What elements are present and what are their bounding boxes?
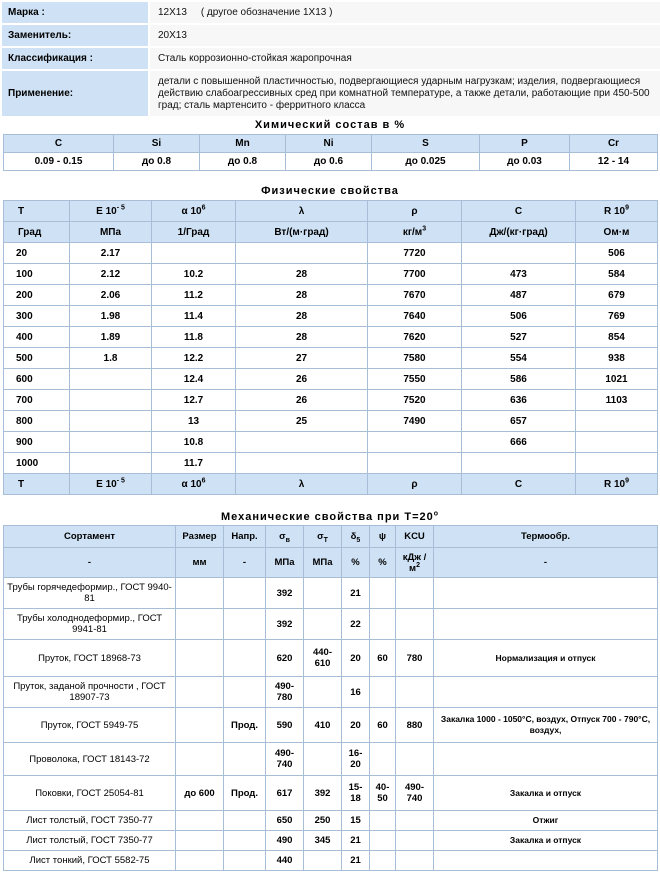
mech-u-sv: МПа	[266, 548, 304, 578]
mech-title: Механические свойства при $Т=20^о$	[220, 510, 440, 523]
chem-value-cell: до 0.03	[480, 153, 570, 171]
mech-cell-psi	[370, 851, 396, 871]
phys-cell: 938	[576, 348, 658, 369]
phys-cell: 2.17	[70, 243, 152, 264]
phys-row	[4, 432, 658, 453]
mech-cell-d: 21	[342, 851, 370, 871]
phys-cell: 1000	[4, 453, 70, 474]
mech-cell-kcu	[396, 811, 434, 831]
mech-cell-napr: Прод.	[224, 776, 266, 811]
mech-cell-st: 392	[304, 776, 342, 811]
mech-cell-d: 16-20	[342, 743, 370, 776]
mech-h-kcu: KCU	[396, 526, 434, 548]
phys-cell: 1021	[576, 369, 658, 390]
phys-cell	[368, 453, 462, 474]
mech-cell-size	[176, 708, 224, 743]
mech-u-kcu: кДж / $м^2$	[396, 548, 434, 578]
phys-cell: 769	[576, 306, 658, 327]
chem-header-cell: S	[372, 135, 480, 153]
phys-cell: 10.8	[152, 432, 236, 453]
mech-cell-kcu	[396, 743, 434, 776]
primenenie-value: детали с повышенной пластичностью, подвергающиеся ударным нагрузкам; изделия, подвергающиеся действию слабоагрессивных сред при комнатной температуре, а также детали, работающие при 450-500 град; сталь мартенсито - ферритного класса	[149, 70, 660, 117]
phys-cell: 2.12	[70, 264, 152, 285]
mech-units-row	[4, 548, 658, 578]
phys-cell: 100	[4, 264, 70, 285]
phys-cell: 854	[576, 327, 658, 348]
mech-cell-napr	[224, 851, 266, 871]
mech-cell-sv: 490	[266, 831, 304, 851]
mech-cell-psi	[370, 578, 396, 609]
mech-cell-st: 250	[304, 811, 342, 831]
mech-row	[4, 743, 658, 776]
mech-table	[3, 525, 658, 871]
mech-u-napr: -	[224, 548, 266, 578]
phys-cell: 7490	[368, 411, 462, 432]
mech-cell-term: Закалка 1000 - 1050°C, воздух, Отпуск 700 - 790°C, воздух,	[434, 708, 658, 743]
phys-cell: 12.4	[152, 369, 236, 390]
phys-cell: 7640	[368, 306, 462, 327]
mech-u-st: МПа	[304, 548, 342, 578]
phys-u-t: Град	[4, 222, 70, 243]
phys-cell	[70, 390, 152, 411]
phys-cell	[236, 432, 368, 453]
mech-cell-sort: Трубы холоднодеформир., ГОСТ 9941-81	[4, 609, 176, 640]
mech-cell-st	[304, 743, 342, 776]
phys-row	[4, 243, 658, 264]
mech-row	[4, 578, 658, 609]
phys-cell: 473	[462, 264, 576, 285]
phys-cell: 11.2	[152, 285, 236, 306]
phys-cell: 10.2	[152, 264, 236, 285]
mech-cell-size	[176, 811, 224, 831]
phys-row	[4, 264, 658, 285]
chem-header-cell: C	[4, 135, 114, 153]
mech-cell-size	[176, 677, 224, 708]
phys-units-row	[4, 222, 658, 243]
phys-cell: 636	[462, 390, 576, 411]
phys-row	[4, 348, 658, 369]
phys-cell: 11.4	[152, 306, 236, 327]
chem-title: Химический состав в %	[254, 119, 406, 131]
mech-cell-sv: 392	[266, 609, 304, 640]
mech-cell-psi	[370, 743, 396, 776]
mech-h-psi: ψ	[370, 526, 396, 548]
mech-cell-psi	[370, 677, 396, 708]
phys-u-e: МПа	[70, 222, 152, 243]
phys-cell: 506	[462, 306, 576, 327]
chem-header-cell: P	[480, 135, 570, 153]
mech-u-d: %	[342, 548, 370, 578]
phys-cell: 1103	[576, 390, 658, 411]
phys-cell: 500	[4, 348, 70, 369]
mech-cell-d: 15	[342, 811, 370, 831]
mech-cell-st	[304, 578, 342, 609]
mech-u-psi: %	[370, 548, 396, 578]
phys-u-rho: $кг/м^3$	[368, 222, 462, 243]
phys-h-rho: ρ	[368, 201, 462, 222]
mech-cell-sv: 620	[266, 640, 304, 677]
mech-row	[4, 851, 658, 871]
mech-cell-sv: 392	[266, 578, 304, 609]
phys-row	[4, 369, 658, 390]
mech-cell-d: 20	[342, 708, 370, 743]
mech-cell-kcu: 780	[396, 640, 434, 677]
phys-cell: 2.06	[70, 285, 152, 306]
mech-cell-sv: 490-780	[266, 677, 304, 708]
mech-cell-sort: Трубы горячедеформир., ГОСТ 9940-81	[4, 578, 176, 609]
phys-cell	[462, 453, 576, 474]
phys-cell: 11.8	[152, 327, 236, 348]
phys-cell: 7580	[368, 348, 462, 369]
mech-cell-napr	[224, 578, 266, 609]
mech-cell-napr: Прод.	[224, 708, 266, 743]
mech-cell-sv: 617	[266, 776, 304, 811]
mech-cell-psi	[370, 811, 396, 831]
mech-cell-size	[176, 831, 224, 851]
mech-cell-sort: Лист толстый, ГОСТ 7350-77	[4, 811, 176, 831]
phys-header-row	[4, 201, 658, 222]
mech-cell-st: 410	[304, 708, 342, 743]
phys-cell: 26	[236, 390, 368, 411]
phys-cell: 26	[236, 369, 368, 390]
mech-cell-napr	[224, 640, 266, 677]
phys-f-rho: ρ	[368, 474, 462, 495]
phys-h-alpha: α $10^6$	[152, 201, 236, 222]
mech-cell-term	[434, 743, 658, 776]
mech-cell-size	[176, 743, 224, 776]
chem-header-cell: Si	[114, 135, 200, 153]
mech-cell-napr	[224, 831, 266, 851]
phys-cell: 28	[236, 327, 368, 348]
phys-cell: 13	[152, 411, 236, 432]
mech-row	[4, 776, 658, 811]
mech-cell-st	[304, 609, 342, 640]
mech-cell-sort: Лист тонкий, ГОСТ 5582-75	[4, 851, 176, 871]
phys-cell	[576, 453, 658, 474]
phys-cell: 1.8	[70, 348, 152, 369]
phys-cell	[70, 411, 152, 432]
phys-cell: 12.7	[152, 390, 236, 411]
mech-row	[4, 640, 658, 677]
phys-f-c: C	[462, 474, 576, 495]
info-row-marka	[1, 1, 660, 24]
mech-cell-psi: 60	[370, 708, 396, 743]
mech-cell-d: 20	[342, 640, 370, 677]
phys-cell	[368, 432, 462, 453]
mech-cell-kcu: 880	[396, 708, 434, 743]
primenenie-label: Применение:	[1, 70, 149, 117]
mech-cell-napr	[224, 677, 266, 708]
phys-cell: 7700	[368, 264, 462, 285]
marka-value-cell	[149, 1, 660, 24]
mech-cell-psi	[370, 831, 396, 851]
phys-cell: 900	[4, 432, 70, 453]
mech-h-sort: Сортамент	[4, 526, 176, 548]
phys-footer-row	[4, 474, 658, 495]
klass-label: Классификация :	[1, 47, 149, 70]
mech-cell-term	[434, 578, 658, 609]
steel-info-table	[0, 0, 660, 118]
chem-header-cell: Mn	[200, 135, 286, 153]
mech-cell-sort: Пруток, заданой прочности , ГОСТ 18907-73	[4, 677, 176, 708]
zamenitel-label: Заменитель:	[1, 24, 149, 47]
mech-row	[4, 708, 658, 743]
mech-cell-kcu	[396, 609, 434, 640]
marka-alt: ( другое обозначение 1Х13 )	[200, 7, 333, 18]
phys-u-lambda: Вт/(м·град)	[236, 222, 368, 243]
chem-value-cell: 12 - 14	[570, 153, 658, 171]
phys-cell: 27	[236, 348, 368, 369]
phys-cell	[462, 243, 576, 264]
mech-cell-psi: 40-50	[370, 776, 396, 811]
mech-cell-d: 21	[342, 578, 370, 609]
mech-cell-term	[434, 851, 658, 871]
mech-cell-kcu	[396, 677, 434, 708]
phys-cell: 700	[4, 390, 70, 411]
phys-h-t: T	[4, 201, 70, 222]
phys-f-alpha: α $10^6$	[152, 474, 236, 495]
phys-cell: 200	[4, 285, 70, 306]
mech-cell-sort: Поковки, ГОСТ 25054-81	[4, 776, 176, 811]
phys-cell: 657	[462, 411, 576, 432]
mech-cell-sv: 590	[266, 708, 304, 743]
phys-cell	[236, 453, 368, 474]
mech-cell-kcu	[396, 851, 434, 871]
mech-h-napr: Напр.	[224, 526, 266, 548]
mech-cell-kcu	[396, 578, 434, 609]
phys-cell: 28	[236, 264, 368, 285]
phys-f-r: R $10^9$	[576, 474, 658, 495]
mech-cell-st	[304, 851, 342, 871]
mech-cell-d: 16	[342, 677, 370, 708]
phys-cell	[576, 432, 658, 453]
phys-row	[4, 453, 658, 474]
phys-cell: 11.7	[152, 453, 236, 474]
phys-row	[4, 306, 658, 327]
mech-cell-sort: Пруток, ГОСТ 18968-73	[4, 640, 176, 677]
phys-row	[4, 327, 658, 348]
mech-u-term: -	[434, 548, 658, 578]
info-row-zamenitel	[1, 24, 660, 47]
mech-header-row	[4, 526, 658, 548]
mech-row	[4, 831, 658, 851]
phys-cell	[236, 243, 368, 264]
phys-cell: 7550	[368, 369, 462, 390]
phys-title: Физические свойства	[261, 185, 399, 197]
mech-cell-sv: 650	[266, 811, 304, 831]
phys-cell: 554	[462, 348, 576, 369]
mech-cell-sort: Лист толстый, ГОСТ 7350-77	[4, 831, 176, 851]
phys-f-t: T	[4, 474, 70, 495]
mech-cell-size	[176, 851, 224, 871]
phys-u-alpha: 1/Град	[152, 222, 236, 243]
phys-cell: 7670	[368, 285, 462, 306]
chem-header-cell: Ni	[286, 135, 372, 153]
mech-cell-sv: 440	[266, 851, 304, 871]
mech-cell-psi: 60	[370, 640, 396, 677]
mech-cell-st	[304, 677, 342, 708]
chem-value-cell: до 0.8	[114, 153, 200, 171]
mech-row	[4, 677, 658, 708]
zamenitel-value: 20Х13	[149, 24, 660, 47]
mech-cell-term: Закалка и отпуск	[434, 776, 658, 811]
mech-row	[4, 609, 658, 640]
chem-header-row	[4, 135, 658, 153]
info-row-klass	[1, 47, 660, 70]
mech-cell-d: 15-18	[342, 776, 370, 811]
mech-cell-psi	[370, 609, 396, 640]
phys-cell	[70, 369, 152, 390]
phys-cell: 20	[4, 243, 70, 264]
mech-cell-sort: Пруток, ГОСТ 5949-75	[4, 708, 176, 743]
mech-cell-term: Отжиг	[434, 811, 658, 831]
mech-cell-term: Нормализация и отпуск	[434, 640, 658, 677]
phys-h-e: E $10^{- 5}$	[70, 201, 152, 222]
mech-h-size: Размер	[176, 526, 224, 548]
phys-cell: 487	[462, 285, 576, 306]
mech-h-term: Термообр.	[434, 526, 658, 548]
mech-row	[4, 811, 658, 831]
phys-cell: 25	[236, 411, 368, 432]
mech-cell-kcu	[396, 831, 434, 851]
phys-cell: 584	[576, 264, 658, 285]
phys-cell: 12.2	[152, 348, 236, 369]
phys-cell: 7520	[368, 390, 462, 411]
mech-cell-term: Закалка и отпуск	[434, 831, 658, 851]
marka-value: 12Х13	[158, 7, 187, 18]
mech-cell-sv: 490-740	[266, 743, 304, 776]
phys-u-c: Дж/(кг·град)	[462, 222, 576, 243]
mech-cell-napr	[224, 811, 266, 831]
mech-cell-term	[434, 677, 658, 708]
mech-h-sv: $\sigma_в$	[266, 526, 304, 548]
phys-table	[3, 200, 658, 495]
phys-cell	[70, 453, 152, 474]
mech-cell-size	[176, 640, 224, 677]
phys-cell: 586	[462, 369, 576, 390]
phys-h-c: C	[462, 201, 576, 222]
phys-cell: 300	[4, 306, 70, 327]
klass-value: Сталь коррозионно-стойкая жаропрочная	[149, 47, 660, 70]
chem-table	[3, 134, 658, 171]
phys-cell: 7720	[368, 243, 462, 264]
mech-cell-d: 22	[342, 609, 370, 640]
mech-cell-d: 21	[342, 831, 370, 851]
chem-value-cell: до 0.8	[200, 153, 286, 171]
chem-header-cell: Cr	[570, 135, 658, 153]
phys-cell: 7620	[368, 327, 462, 348]
phys-row	[4, 390, 658, 411]
phys-cell: 28	[236, 285, 368, 306]
phys-cell: 679	[576, 285, 658, 306]
chem-value-row	[4, 153, 658, 171]
phys-cell: 527	[462, 327, 576, 348]
mech-cell-sort: Проволока, ГОСТ 18143-72	[4, 743, 176, 776]
phys-cell	[152, 243, 236, 264]
phys-cell: 1.98	[70, 306, 152, 327]
mech-cell-size	[176, 578, 224, 609]
phys-cell: 1.89	[70, 327, 152, 348]
mech-cell-napr	[224, 743, 266, 776]
phys-cell: 600	[4, 369, 70, 390]
phys-f-lambda: λ	[236, 474, 368, 495]
phys-cell	[576, 411, 658, 432]
mech-cell-napr	[224, 609, 266, 640]
mech-cell-term	[434, 609, 658, 640]
chem-value-cell: до 0.025	[372, 153, 480, 171]
mech-u-sort: -	[4, 548, 176, 578]
mech-cell-size: до 600	[176, 776, 224, 811]
info-row-primenenie	[1, 70, 660, 117]
phys-cell: 28	[236, 306, 368, 327]
phys-cell: 800	[4, 411, 70, 432]
mech-cell-kcu: 490-740	[396, 776, 434, 811]
phys-h-lambda: λ	[236, 201, 368, 222]
mech-cell-st: 345	[304, 831, 342, 851]
mech-h-d: $\delta_5$	[342, 526, 370, 548]
mech-u-size: мм	[176, 548, 224, 578]
chem-value-cell: до 0.6	[286, 153, 372, 171]
phys-row	[4, 285, 658, 306]
phys-u-r: Ом·м	[576, 222, 658, 243]
mech-cell-size	[176, 609, 224, 640]
phys-cell	[70, 432, 152, 453]
phys-f-e: E $10^{- 5}$	[70, 474, 152, 495]
mech-cell-st: 440-610	[304, 640, 342, 677]
phys-row	[4, 411, 658, 432]
marka-label: Марка :	[1, 1, 149, 24]
phys-cell: 666	[462, 432, 576, 453]
phys-cell: 506	[576, 243, 658, 264]
phys-h-r: R $10^9$	[576, 201, 658, 222]
mech-h-st: $\sigma_T$	[304, 526, 342, 548]
phys-cell: 400	[4, 327, 70, 348]
chem-value-cell: 0.09 - 0.15	[4, 153, 114, 171]
